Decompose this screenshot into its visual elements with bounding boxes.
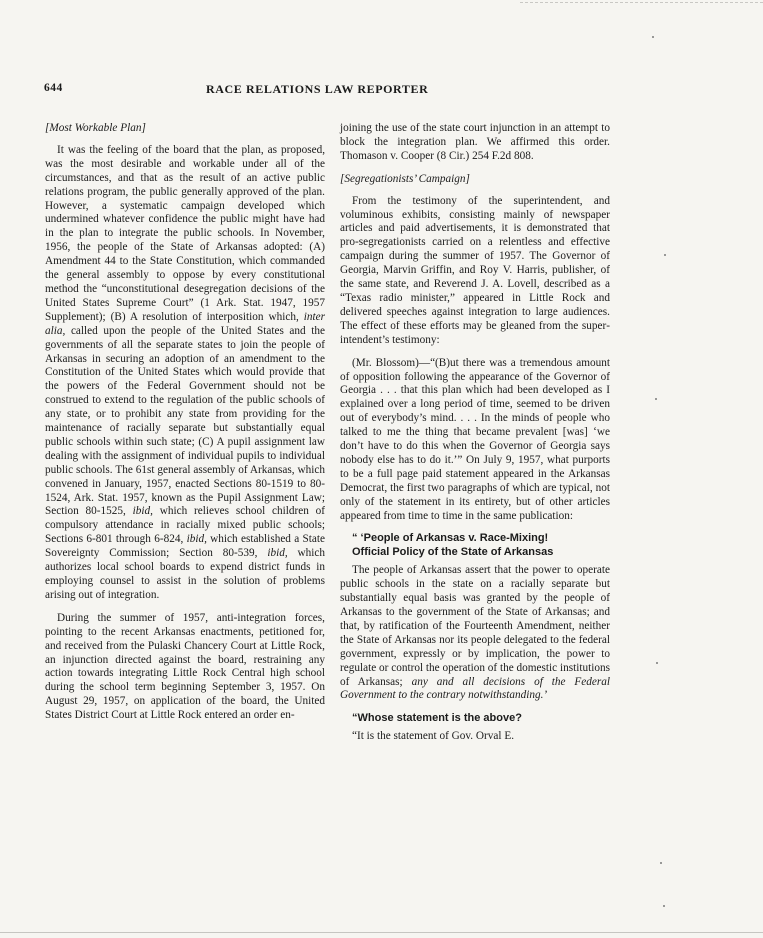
running-title: RACE RELATIONS LAW REPORTER (206, 82, 429, 96)
section-heading-most-workable-plan: [Most Workable Plan] (45, 122, 146, 134)
page-number: 644 (44, 82, 63, 94)
section-heading-segregationists-campaign: [Segregationists’ Campaign] (340, 172, 470, 185)
page-header (44, 82, 744, 100)
paragraph-blossom-quote: (Mr. Blossom)—“(B)ut there was a tremendous amount of opposition following the appearance of the Governor of Georgia . . . that this plan which had been developed as I explained over a long period of time, seemed to be driven out of everybody’s mind. . . . In the minds of people who talked to me the thing that became prevalent [was] ‘we don’t have to do this when the Governor of Georgia says nobody else has to do it.’” On July 9, 1957, what purports to be a full page paid statement appeared in the Arkansas Democrat, the first two paragraphs of which are typical, not only of the statement in its entirety, but of other articles appeared from time to time in the same publication: (340, 356, 610, 522)
scan-bottom-line (0, 932, 763, 933)
paragraph-statement-of-gov: “It is the statement of Gov. Orval E. (352, 730, 515, 743)
scan-speck (652, 36, 654, 38)
left-column (45, 122, 325, 732)
paragraph-board-feeling: It was the feeling of the board that the plan, as proposed, was the most desirable and workable under all of the circumstances, and that as the result of an active public relations program, the public generally approved of the plan. However, a systematic campaign developed which undermined whatever confidence the public might have had in the plan to integrate the public schools. In November, 1956, the people of the State of Arkansas adopted: (A) Amendment 44 to the State Constitution, which commanded the general assembly to oppose by every constitutional method the “unconstitutional desegregation decisions of the United States Supreme Court” (1 Ark. Stat. 1947, 1957 Supplement); (B) A resolution of interposition which, inter alia, called upon the people of the United States and the governments of all the separate states to join the people of Arkansas in securing an adoption of an amendment to the Constitution of the United States which would provide that the powers of the Federal Government should not be construed to extend to the regulation of the public schools of any state, or to prohibit any state from providing for the maintenance of racially separate but substantially equal public schools within such state; (C) A pupil assignment law dealing with the assignment of individual pupils to individual public schools. The 61st general assembly of Arkansas, which convened in January, 1957, enacted Sections 80-1519 to 80-1524, Ark. Stat. 1957, known as the Pupil Assignment Law; Section 80-1525, ibid, which relieves school children of compulsory attendance in racially mixed public schools; Sections 6-801 through 6-824, ibid, which established a State Sovereignty Commission; Section 80-539, ibid, which authorizes local school boards to expend district funds in employing counsel to assist in the solution of problems arising out of integration. (45, 143, 326, 601)
statement-title-line-2: Official Policy of the State of Arkansas (352, 546, 554, 559)
scan-speck (656, 662, 658, 664)
paragraph-continued: joining the use of the state court injunction in an attempt to block the integration plan. We affirmed this order. Thomason v. Cooper (8 Cir.) 254 F.2d 808. (340, 122, 610, 162)
statement-question: “Whose statement is the above? (352, 712, 522, 725)
scan-speck (655, 398, 657, 400)
right-column (340, 122, 610, 753)
paragraph-people-assert: The people of Arkansas assert that the power to operate public schools in the state on a racially separate but substantially equal basis was granted by the people of Arkansas to the government of the State of Arkansas; and that, by ratification of the Fourteenth Amendment, neither the State of Arkansas nor its people delegated to the federal government, expressly or by implication, the power to regulate or control the operation of the domestic institutions of Arkansas; any and all decisions of the Federal Government to the contrary notwithstanding.’ (340, 564, 610, 702)
scan-speck (663, 905, 665, 907)
scan-edge-line (520, 2, 763, 3)
paragraph-summer-1957: During the summer of 1957, anti-integration forces, pointing to the recent Arkansas enactments, petitioned for, and received from the Pulaski Chancery Court at Little Rock, an injunction directed against the board, restraining any action towards integrating Little Rock Central high school during the school term beginning September 3, 1957. On August 29, 1957, on application of the board, the United States District Court at Little Rock entered an order en- (45, 611, 325, 722)
paragraph-testimony: From the testimony of the superintendent, and voluminous exhibits, consisting mainly of newspaper articles and paid advertisements, it is demonstrated that pro-segregationists carried on a relentless and effective campaign during the summer of 1957. The Governor of Georgia, Marvin Griffin, and Roy V. Harris, publisher, of the same state, and Reverend J. A. Lovell, described as a “Texas radio minister,” appeared in Little Rock and delivered speeches against integration to large audiences. The effect of these efforts may be gleaned from the superintendent’s testimony: (340, 194, 610, 346)
scan-speck (664, 254, 666, 256)
scan-speck (660, 862, 662, 864)
statement-title-line-1: “ ‘People of Arkansas v. Race-Mixing! (352, 532, 549, 545)
